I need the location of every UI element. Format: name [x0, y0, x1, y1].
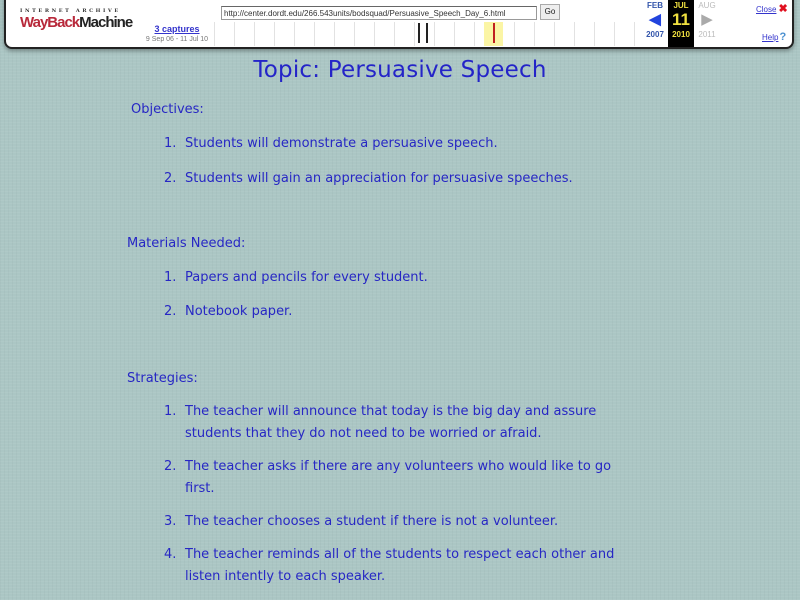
next-capture[interactable]: [694, 0, 720, 47]
wordmark-way: WayBack: [20, 14, 80, 31]
strategy-item: [164, 511, 558, 533]
objective-item: [164, 133, 498, 155]
next-year: 2011: [698, 30, 716, 39]
prev-month: FEB: [647, 1, 663, 10]
item-text: Papers and pencils for every student.: [185, 270, 428, 285]
item-text: Students will demonstrate a persuasive speech.: [185, 136, 498, 151]
help-label[interactable]: Help: [762, 33, 779, 42]
current-month: JUL: [673, 1, 689, 10]
wayback-machine-wordmark: [20, 14, 133, 31]
item-number: 4.: [164, 547, 177, 562]
wayback-logo[interactable]: [20, 8, 133, 31]
help-button[interactable]: [762, 31, 786, 43]
material-item: [164, 301, 292, 323]
current-year: 2010: [672, 30, 690, 39]
item-text: The teacher reminds all of the students to respect each other and listen intently to each speaker.: [185, 547, 615, 584]
next-arrow-icon[interactable]: ▶: [701, 11, 713, 28]
go-button[interactable]: Go: [540, 4, 560, 20]
captures-range: 9 Sep 06 - 11 Jul 10: [145, 36, 209, 43]
captures-info: [140, 24, 214, 43]
item-number: 1.: [164, 270, 177, 285]
url-input[interactable]: [221, 6, 537, 20]
wordmark-machine: Machine: [79, 14, 133, 31]
strategy-item: [164, 544, 614, 588]
item-number: 2.: [164, 459, 177, 474]
prev-capture[interactable]: [642, 0, 668, 47]
close-label[interactable]: Close: [756, 5, 777, 14]
item-text: Students will gain an appreciation for persuasive speeches.: [185, 171, 573, 186]
close-button[interactable]: [756, 2, 788, 15]
close-icon[interactable]: ✖: [778, 3, 788, 15]
objectives-heading: Objectives:: [131, 102, 204, 117]
materials-heading: Materials Needed:: [127, 236, 246, 251]
date-navigator: [638, 0, 724, 47]
strategy-item: [164, 456, 611, 500]
current-capture: [668, 0, 694, 47]
capture-marker[interactable]: [426, 23, 428, 43]
item-number: 2.: [164, 304, 177, 319]
page-title: Topic: Persuasive Speech: [253, 57, 547, 83]
item-number: 3.: [164, 514, 177, 529]
item-number: 1.: [164, 136, 177, 151]
captures-link[interactable]: 3 captures: [154, 24, 200, 34]
item-number: 1.: [164, 404, 177, 419]
capture-marker[interactable]: [418, 23, 420, 43]
prev-year: 2007: [646, 30, 664, 39]
strategies-heading: Strategies:: [127, 371, 198, 386]
capture-timeline[interactable]: [214, 22, 642, 46]
current-day: 11: [672, 10, 690, 29]
strategy-item: [164, 401, 596, 445]
item-text: The teacher will announce that today is the big day and assure students that they do not need to be worried or afraid.: [185, 404, 597, 441]
objective-item: [164, 168, 573, 190]
wayback-toolbar: [4, 0, 794, 49]
help-icon[interactable]: ?: [779, 31, 787, 43]
material-item: [164, 267, 428, 289]
next-month: AUG: [698, 1, 716, 10]
item-text: The teacher chooses a student if there is not a volunteer.: [185, 514, 559, 529]
item-number: 2.: [164, 171, 177, 186]
item-text: The teacher asks if there are any volunteers who would like to go first.: [185, 459, 612, 496]
internet-archive-label: INTERNET ARCHIVE: [20, 8, 121, 14]
item-text: Notebook paper.: [185, 304, 293, 319]
prev-arrow-icon[interactable]: ◀: [649, 11, 661, 28]
current-capture-marker[interactable]: [493, 23, 495, 43]
